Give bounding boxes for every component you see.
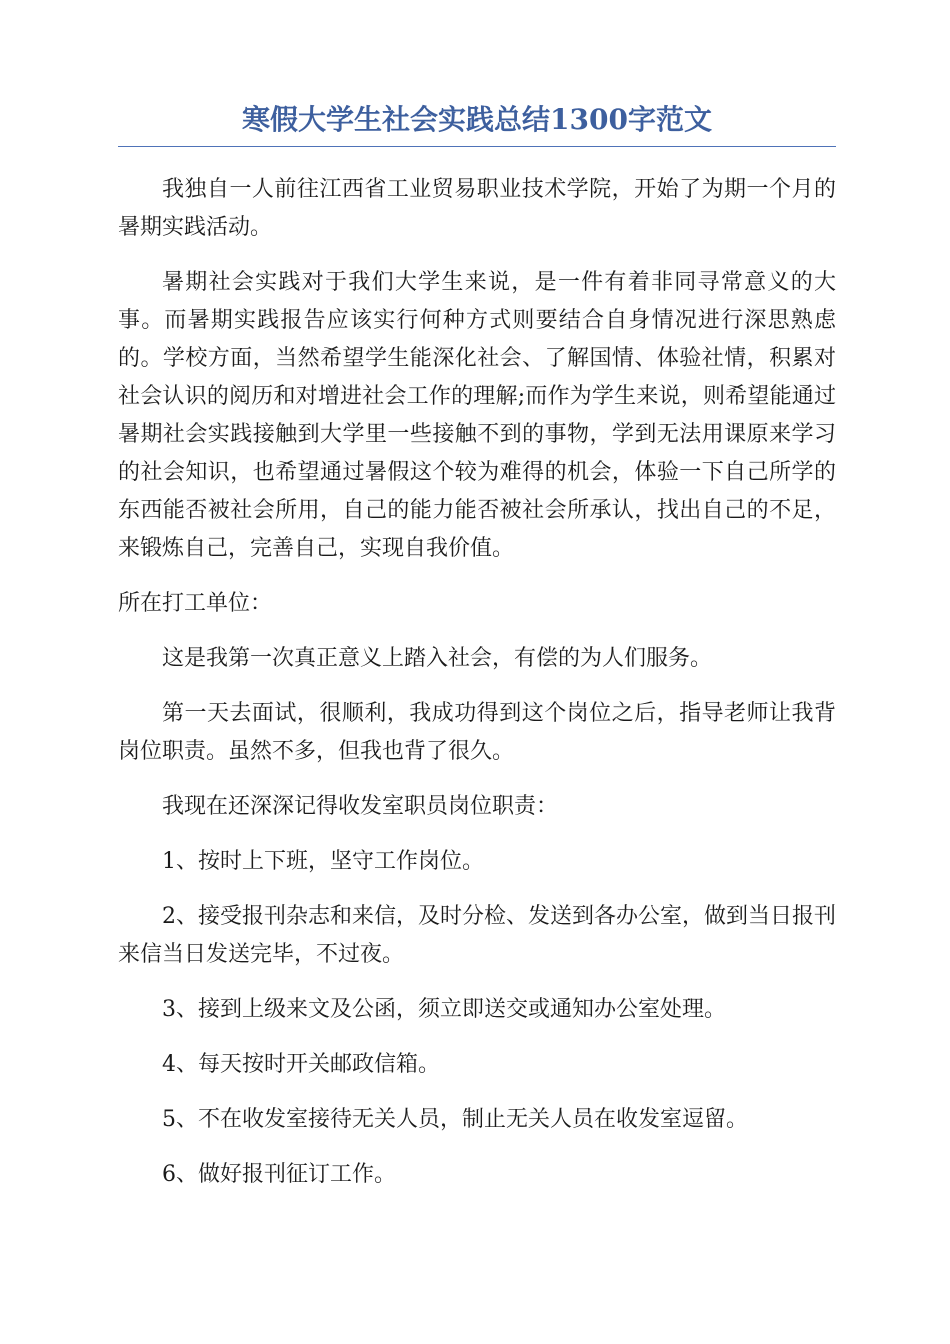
list-item-duty-5: 5、不在收发室接待无关人员，制止无关人员在收发室逗留。 [162,1107,748,1132]
document-title: 寒假大学生社会实践总结1300字范文 [242,103,712,136]
paragraph-first-time: 这是我第一次真正意义上踏入社会，有偿的为人们服务。 [162,646,713,671]
paragraph-duties-intro: 我现在还深深记得收发室职员岗位职责： [162,794,559,819]
list-item-duty-4: 4、每天按时开关邮政信箱。 [162,1052,440,1077]
paragraph-workplace-heading: 所在打工单位： [118,591,273,616]
list-item-duty-3: 3、接到上级来文及公函，须立即送交或通知办公室处理。 [162,997,726,1022]
document-page [118,100,836,1211]
title-underline [118,146,836,147]
list-item-duty-6: 6、做好报刊征订工作。 [162,1162,396,1187]
paragraph-interview: 第一天去面试，很顺利，我成功得到这个岗位之后，指导老师让我背岗位职责。虽然不多，但我也背了很久。 [118,701,836,764]
paragraph-significance: 暑期社会实践对于我们大学生来说，是一件有着非同寻常意义的大事。而暑期实践报告应该实行何种方式则要结合自身情况进行深思熟虑的。学校方面，当然希望学生能深化社会、了解国情、体验社情，积累对社会认识的阅历和对增进社会工作的理解;而作为学生来说，则希望能通过暑期社会实践接触到大学里一些接触不到的事物，学到无法用课原来学习的社会知识，也希望通过暑假这个较为难得的机会，体验一下自己所学的东西能否被社会所用，自己的能力能否被社会所承认，找出自己的不足，来锻炼自己，完善自己，实现自我价值。 [118,270,836,561]
list-item-duty-1: 1、按时上下班，坚守工作岗位。 [162,849,484,874]
paragraph-intro: 我独自一人前往江西省工业贸易职业技术学院，开始了为期一个月的暑期实践活动。 [118,177,836,240]
list-item-duty-2: 2、接受报刊杂志和来信，及时分检、发送到各办公室，做到当日报刊来信当日发送完毕，不过夜。 [118,904,836,967]
